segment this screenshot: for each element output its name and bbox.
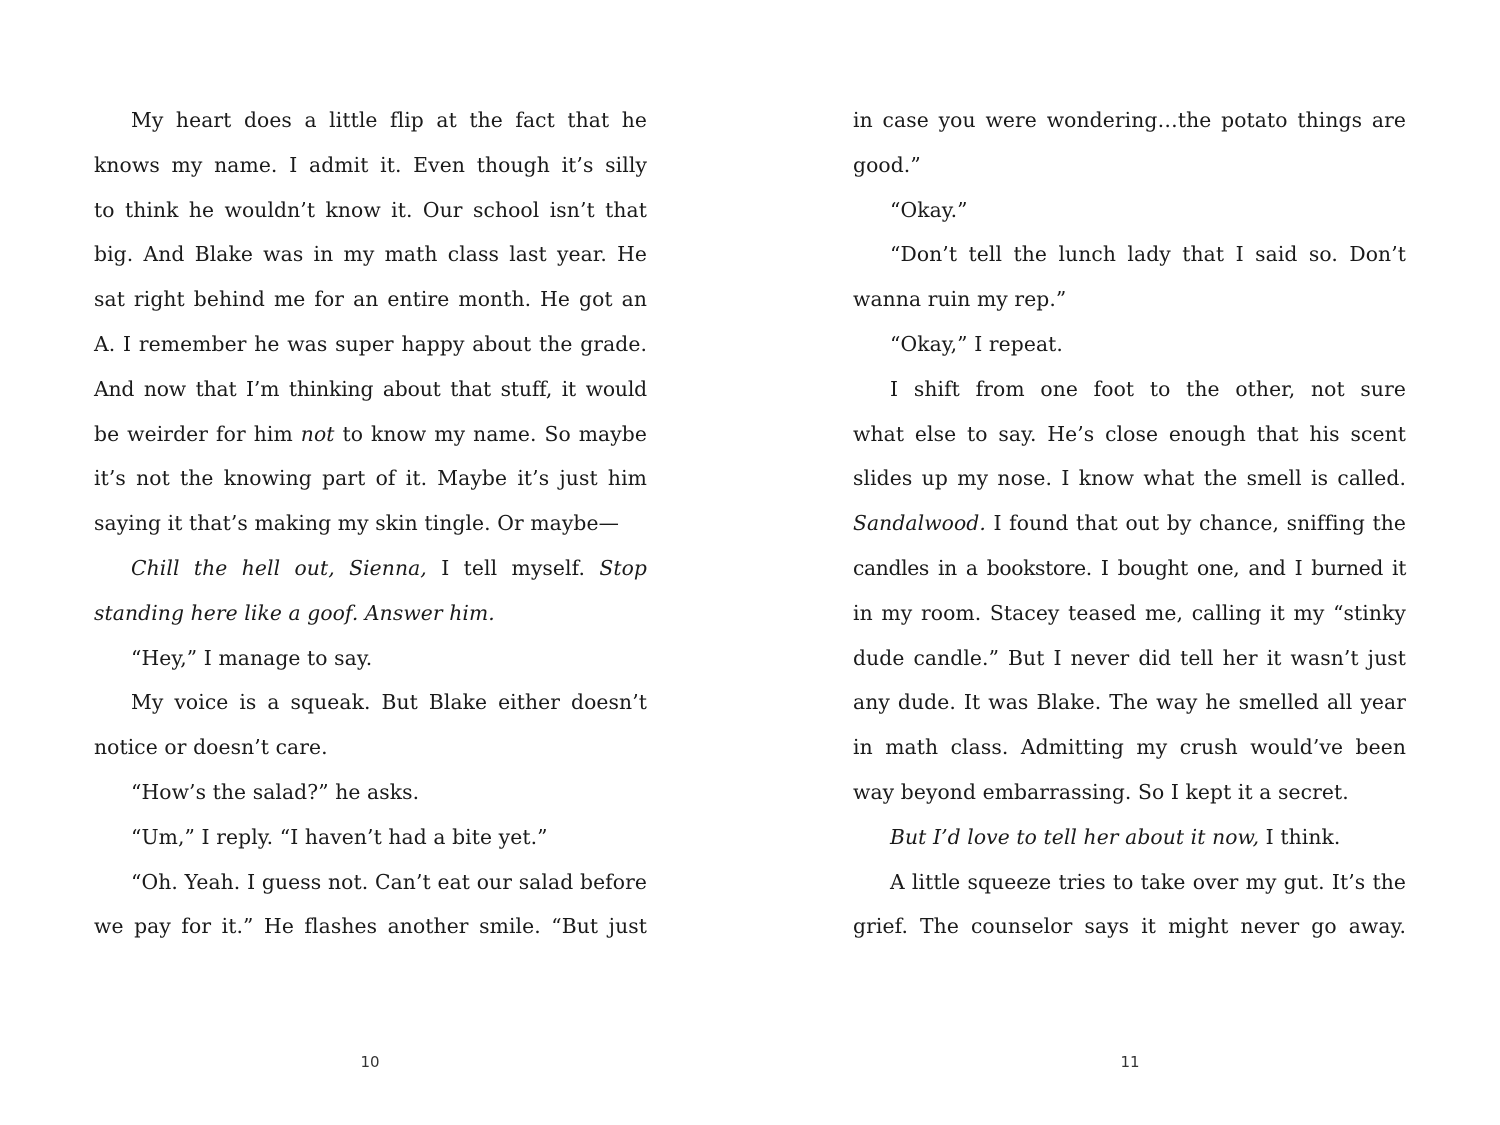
italic-text: not [300,421,335,446]
text-line: I shift from one foot to the other, not sure [890,376,1406,401]
text-line: in my room. Stacey teased me, calling it my “stinky [853,600,1406,625]
text-line: big. And Blake was in my math class last year. He [94,242,647,267]
text-run: to know my name. So maybe [334,421,647,446]
text-line: candles in a bookstore. I bought one, and I burned it [853,555,1406,580]
text-line: My heart does a little flip at the fact that he [131,108,647,132]
text-line: saying it that’s making my skin tingle. Or maybe— [94,511,619,536]
text-run: be weirder for him [94,421,301,446]
text-line: wanna ruin my rep.” [853,287,1067,312]
text-line: “How’s the salad?” he asks. [131,779,420,804]
text-line: grief. The counselor says it might never go away. [853,914,1406,939]
text-line: “Okay.” [890,197,968,222]
text-line: My voice is a squeak. But Blake either doesn’t [131,690,647,715]
text-line [853,501,1406,546]
text-line: sat right behind me for an entire month. He got an [94,287,647,312]
text-run: I found that out by chance, sniffing the [985,511,1406,536]
text-line: way beyond embarrassing. So I kept it a secret. [853,779,1349,804]
italic-text: Sandalwood. [853,511,986,536]
text-line: we pay for it.” He flashes another smile. “But just [94,914,647,939]
text-line: in case you were wondering…the potato things are [853,108,1406,132]
right-page [853,98,1406,949]
text-line [853,815,1406,860]
italic-text: Chill the hell out, Sienna, [131,555,427,580]
text-line: A little squeeze tries to take over my gut. It’s the [890,869,1406,894]
text-line: good.” [853,152,921,177]
text-line: to think he wouldn’t know it. Our school isn’t that [94,197,647,222]
text-line [94,591,647,636]
text-line: notice or doesn’t care. [94,735,328,760]
text-line [94,412,647,457]
text-run: I think. [1259,824,1341,849]
text-line: it’s not the knowing part of it. Maybe it’s just him [94,466,647,491]
text-line: “Oh. Yeah. I guess not. Can’t eat our salad before [131,869,647,894]
text-line: “Hey,” I manage to say. [131,645,373,670]
text-line: knows my name. I admit it. Even though it’s silly [94,152,647,177]
text-line: “Okay,” I repeat. [890,331,1063,356]
italic-text: Stop [599,555,647,580]
text-line [94,546,647,591]
page-number: 11 [1120,1053,1140,1071]
left-page [94,98,647,949]
text-run: I tell myself. [426,555,600,580]
page-number: 10 [360,1053,380,1071]
text-line: “Um,” I reply. “I haven’t had a bite yet.” [131,824,548,849]
text-line: slides up my nose. I know what the smell is called. [853,466,1406,491]
text-line: “Don’t tell the lunch lady that I said so. Don’t [890,242,1406,267]
italic-text: But I’d love to tell her about it now, [890,824,1260,849]
text-line: in math class. Admitting my crush would’ve been [853,735,1406,760]
text-line: what else to say. He’s close enough that his scent [853,421,1406,446]
text-line: And now that I’m thinking about that stuff, it would [94,376,647,401]
text-line: dude candle.” But I never did tell her it wasn’t just [853,645,1406,670]
italic-text: standing here like a goof. Answer him. [94,600,495,625]
text-line: any dude. It was Blake. The way he smelled all year [853,690,1406,715]
text-line: A. I remember he was super happy about the grade. [94,331,647,356]
